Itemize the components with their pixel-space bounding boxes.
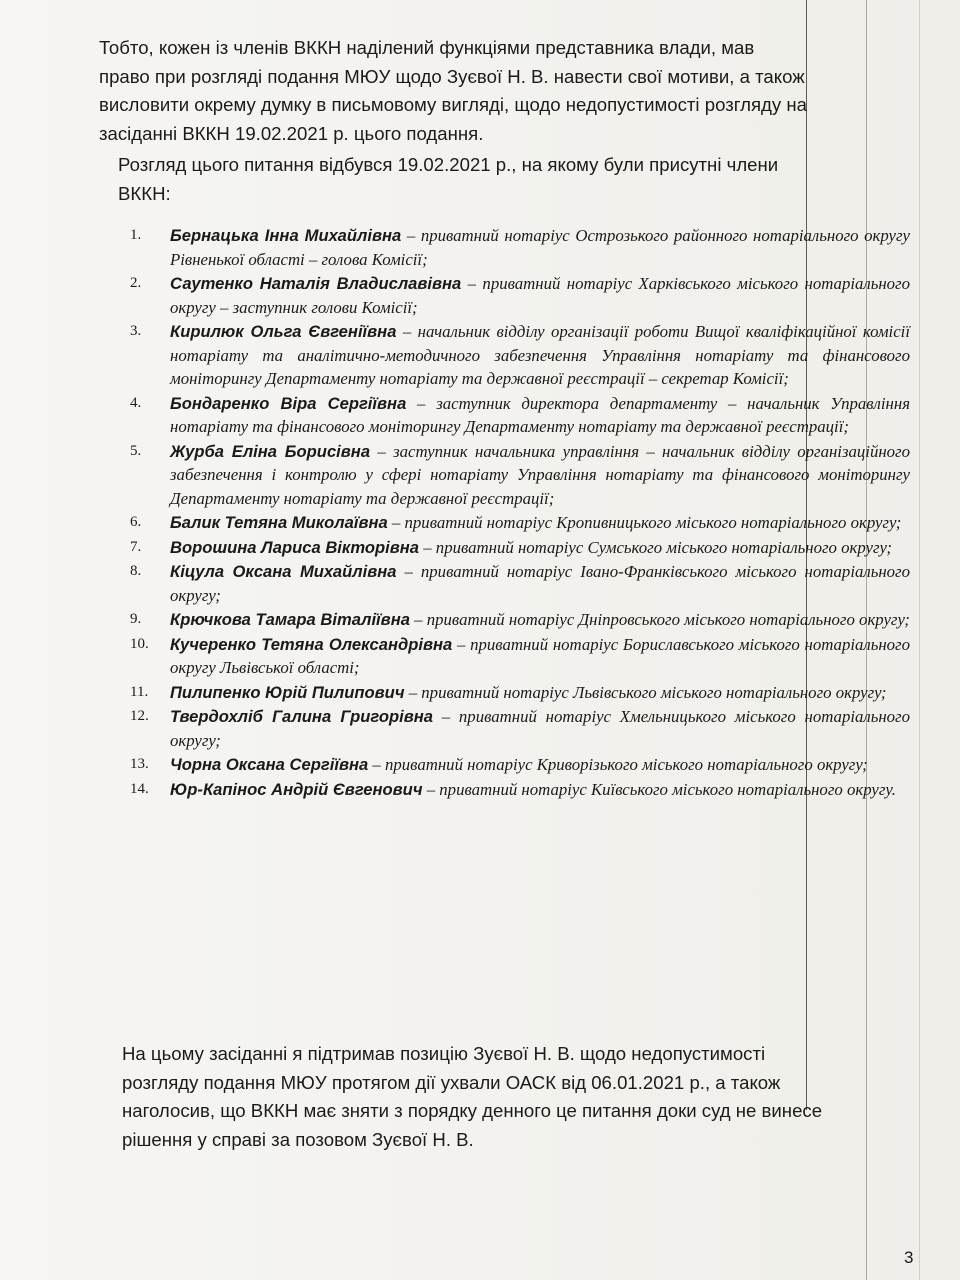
list-item: [130, 392, 910, 439]
list-item-number: 6.: [130, 514, 142, 530]
member-description: – приватний нотаріус Сумського міського нотаріального округу;: [419, 537, 892, 557]
member-description: – приватний нотаріус Львівського міського нотаріального округу;: [404, 682, 887, 702]
list-item: [130, 224, 910, 271]
list-item-number: 9.: [130, 611, 142, 627]
member-name: Ворошина Лариса Вікторівна: [170, 537, 420, 557]
member-name: Балик Тетяна Миколаївна: [170, 513, 388, 532]
list-item: [130, 681, 910, 705]
list-item-number: 10.: [130, 635, 149, 652]
page-number: 3: [904, 1248, 914, 1267]
paragraph-2: Розгляд цього питання відбувся 19.02.2021 р., на якому були присутні члени ВККН:: [118, 154, 779, 204]
list-item-number: 11.: [130, 683, 149, 700]
list-item: [130, 633, 910, 680]
member-description: – приватний нотаріус Київського міського нотаріального округу.: [422, 779, 896, 799]
member-name: Саутенко Наталія Владиславівна: [170, 274, 462, 293]
list-item-number: 2.: [130, 275, 142, 291]
member-name: Кучеренко Тетяна Олександрівна: [170, 634, 453, 654]
list-item-number: 4.: [130, 394, 142, 411]
list-item-number: 8.: [130, 563, 142, 579]
members-list: [130, 224, 910, 802]
member-description: – приватний нотаріус Хмельницького міського нотаріального округу;: [170, 707, 910, 750]
list-item: [130, 560, 910, 607]
member-description: – приватний нотаріус Бориславського міського нотаріального округу Львівської області;: [170, 634, 910, 677]
list-item: [130, 778, 910, 802]
list-item: [130, 608, 910, 632]
member-description: – приватний нотаріус Острозького районного нотаріального округу Рівненької області – голова Комісії;: [170, 226, 910, 269]
list-item-number: 1.: [130, 227, 142, 243]
scan-fold-line: [919, 0, 920, 1280]
member-name: Бондаренко Віра Сергіївна: [170, 393, 407, 413]
member-name: Твердохліб Галина Григорівна: [170, 707, 433, 726]
member-name: Юр-Капінос Андрій Євгенович: [170, 779, 423, 799]
list-item: [130, 705, 910, 752]
member-name: Бернацька Інна Михайлівна: [170, 226, 402, 245]
list-item-number: 14.: [130, 780, 149, 797]
paragraph-3: На цьому засіданні я підтримав позицію Зуєвої Н. В. щодо недопустимості розгляду подання МЮУ протягом дії ухвали ОАСК від 06.01.2021 р., а також наголосив, що ВККН має зняти з порядку денного це питання доки суд не винесе рішення у справі за позовом Зуєвої Н. В.: [122, 1043, 823, 1150]
list-item-number: 3.: [130, 323, 142, 339]
member-name: Крючкова Тамара Віталіївна: [170, 610, 410, 629]
list-item: [130, 753, 910, 777]
list-item: [130, 511, 910, 535]
list-item-number: 5.: [130, 442, 142, 459]
member-name: Кіцула Оксана Михайлівна: [170, 562, 397, 581]
list-item-number: 13.: [130, 756, 149, 772]
member-description: – приватний нотаріус Криворізького міського нотаріального округу;: [368, 755, 868, 774]
member-name: Журба Еліна Борисівна: [170, 441, 371, 461]
member-name: Чорна Оксана Сергіївна: [170, 755, 369, 774]
list-item: [130, 320, 910, 391]
list-item: [130, 536, 910, 560]
list-item: [130, 272, 910, 319]
member-description: – заступник директора департаменту – начальник Управління нотаріату та фінансового моніторингу Департаменту нотаріату та державної реєстрації;: [170, 393, 910, 436]
member-description: – приватний нотаріус Харківського міського нотаріального округу – заступник голови Комісії;: [170, 274, 910, 317]
member-description: – приватний нотаріус Дніпровського міського нотаріального округу;: [409, 610, 910, 629]
list-item-number: 7.: [130, 538, 142, 555]
list-item: [130, 440, 910, 511]
member-description: – приватний нотаріус Кропивницького міського нотаріального округу;: [387, 513, 902, 532]
member-name: Кирилюк Ольга Євгеніївна: [170, 322, 397, 341]
member-name: Пилипенко Юрій Пилипович: [170, 682, 405, 702]
list-item-number: 12.: [130, 708, 149, 724]
paragraph-1: Тобто, кожен із членів ВККН наділений функціями представника влади, мав право при розгляді подання МЮУ щодо Зуєвої Н. В. навести свої мотиви, а також висловити окрему думку в письмовому вигляді, щодо недопустимості розгляду на засіданні ВККН 19.02.2021 р. цього подання.: [99, 37, 807, 144]
member-description: – заступник начальника управління – начальник відділу організаційного забезпечення і контролю у сфері нотаріату Управління нотаріату та фінансового моніторингу Департаменту нотаріату та державної реєстрації;: [170, 441, 910, 508]
member-description: – начальник відділу організації роботи Вищої кваліфікаційної комісії нотаріату та аналітично-методичного забезпечення Управління нотаріату та фінансового моніторингу Департаменту нотаріату та державної реєстрації – секретар Комісії;: [170, 322, 910, 388]
member-description: – приватний нотаріус Івано-Франківського міського нотаріального округу;: [170, 562, 910, 605]
